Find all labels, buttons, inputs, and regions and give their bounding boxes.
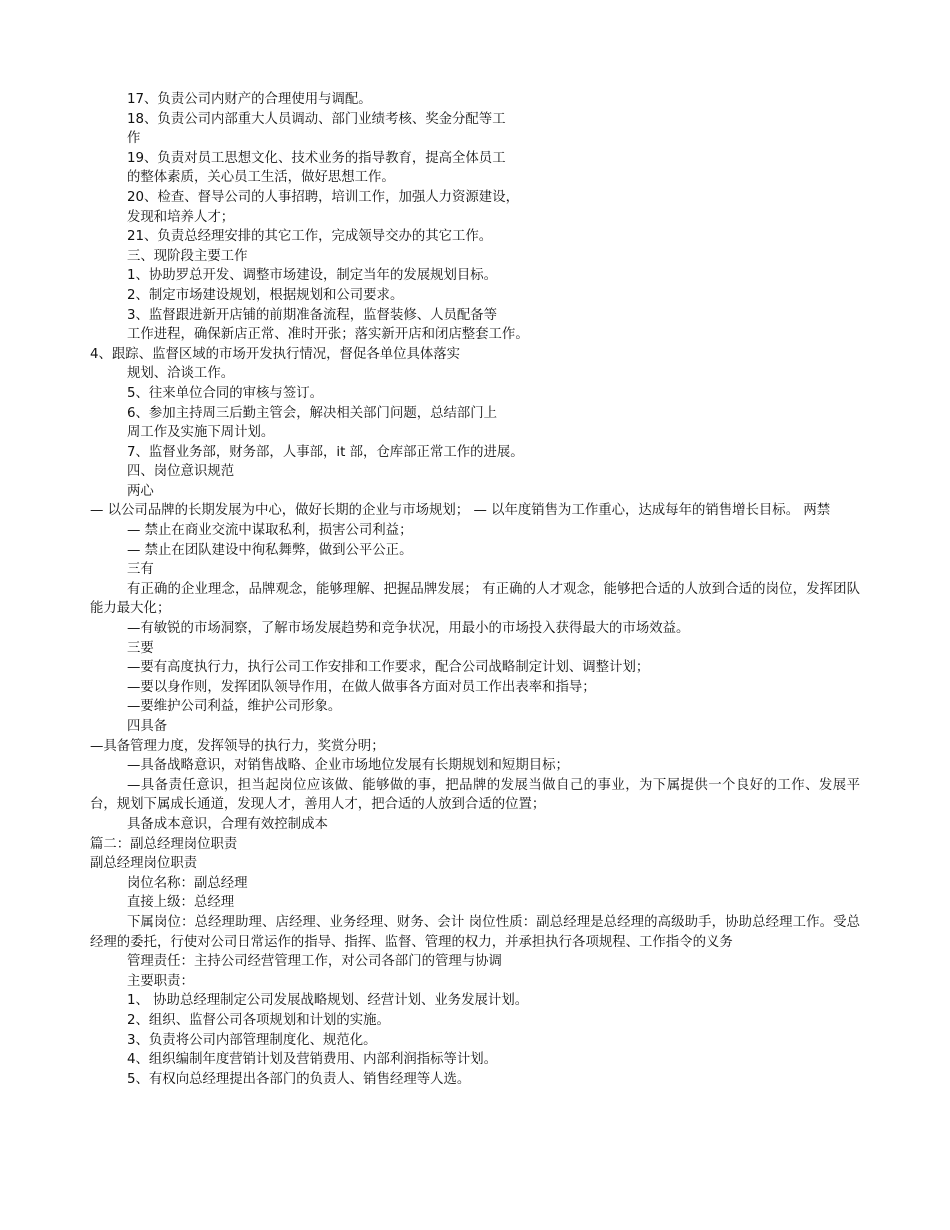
text-line: 21、负责总经理安排的其它工作，完成领导交办的其它工作。: [127, 229, 493, 245]
sub-heading: 主要职责：: [127, 973, 194, 989]
text-line: 4、跟踪、监督区域的市场开发执行情况，督促各单位具体落实: [90, 346, 461, 362]
paragraph: 下属岗位：总经理助理、店经理、业务经理、财务、会计 岗位性质：副总经理是总经理的高级助手，协助总经理工作。受总经理的委托，行使对公司日常运作的指导、指挥、监督、管理的权力，并承担执行各项规程、工作指令的义务: [90, 914, 860, 950]
text-line: — 禁止在商业交流中谋取私利，损害公司利益；: [127, 523, 413, 539]
document-body: [90, 90, 860, 1089]
paragraph: —具备责任意识，担当起岗位应该做、能够做的事，把品牌的发展当做自己的事业，为下属提供一个良好的工作、发展平台，规划下属成长通道，发现人才，善用人才，把合适的人放到合适的位置；: [90, 777, 860, 813]
text-line: 6、参加主持周三后勤主管会，解决相关部门问题，总结部门上: [127, 405, 498, 421]
section-heading: 三、现阶段主要工作: [127, 248, 248, 264]
text-line: 管理责任：主持公司经营管理工作，对公司各部门的管理与协调: [127, 954, 502, 970]
text-line: 1、 协助总经理制定公司发展战略规划、经营计划、业务发展计划。: [127, 993, 529, 1009]
text-line: 4、组织编制年度营销计划及营销费用、内部利润指标等计划。: [127, 1052, 498, 1068]
text-line: 具备成本意识，合理有效控制成本: [127, 816, 328, 832]
text-line: 3、监督跟进新开店铺的前期准备流程，监督装修、人员配备等: [127, 307, 498, 323]
text-line: 1、协助罗总开发、调整市场建设，制定当年的发展规划目标。: [127, 268, 498, 284]
text-line: —要有高度执行力，执行公司工作安排和工作要求，配合公司战略制定计划、调整计划；: [127, 660, 650, 676]
text-line: 周工作及实施下周计划。: [127, 425, 275, 441]
section-heading: 四、岗位意识规范: [127, 464, 235, 480]
text-line: 5、往来单位合同的审核与签订。: [127, 385, 323, 401]
text-line: 规划、洽谈工作。: [127, 366, 235, 382]
document-title: 副总经理岗位职责: [90, 856, 198, 872]
text-line: 发现和培养人才；: [127, 209, 235, 225]
text-line: 19、负责对员工思想文化、技术业务的指导教育，提高全体员工: [127, 150, 506, 166]
text-line: —具备战略意识，对销售战略、企业市场地位发展有长期规划和短期目标；: [127, 758, 569, 774]
sub-heading: 两心: [127, 483, 154, 499]
text-line: —要维护公司利益，维护公司形象。: [127, 699, 342, 715]
text-line: 工作进程，确保新店正常、准时开张；落实新开店和闭店整套工作。: [127, 327, 529, 343]
text-line: 5、有权向总经理提出各部门的负责人、销售经理等人选。: [127, 1071, 471, 1087]
text-line: 2、制定市场建设规划，根据规划和公司要求。: [127, 287, 404, 303]
sub-heading: 四具备: [127, 719, 168, 734]
text-line: 3、负责将公司内部管理制度化、规范化。: [127, 1032, 377, 1048]
paragraph: — 以公司品牌的长期发展为中心，做好长期的企业与市场规划； — 以年度销售为工作重心，达成每年的销售增长目标。 两禁: [90, 503, 831, 519]
text-line: 7、监督业务部，财务部，人事部，it 部，仓库部正常工作的进展。: [127, 444, 524, 460]
paragraph: 有正确的企业理念，品牌观念，能够理解、把握品牌发展； 有正确的人才观念，能够把合适的人放到合适的岗位，发挥团队能力最大化；: [90, 581, 860, 617]
text-line: 2、组织、监督公司各项规划和计划的实施。: [127, 1012, 390, 1028]
sub-heading: 三要: [127, 640, 154, 656]
text-line: 20、检查、督导公司的人事招聘，培训工作，加强人力资源建设，: [127, 189, 519, 205]
text-line: —要以身作则，发挥团队领导作用，在做人做事各方面对员工作出表率和指导；: [127, 679, 596, 695]
text-line: 17、负责公司内财产的合理使用与调配。: [127, 92, 372, 107]
text-line: 作: [127, 131, 141, 147]
text-line: 直接上级：总经理: [127, 895, 235, 911]
text-line: 岗位名称：副总经理: [127, 875, 248, 891]
text-line: 18、负责公司内部重大人员调动、部门业绩考核、奖金分配等工: [127, 111, 506, 127]
chapter-title: 篇二：副总经理岗位职责: [90, 836, 238, 852]
text-line: —具备管理力度，发挥领导的执行力，奖赏分明；: [90, 738, 385, 754]
sub-heading: 三有: [127, 562, 154, 578]
text-line: — 禁止在团队建设中徇私舞弊，做到公平公正。: [127, 542, 413, 558]
text-line: —有敏锐的市场洞察，了解市场发展趋势和竞争状况，用最小的市场投入获得最大的市场效益。: [127, 621, 690, 637]
text-line: 的整体素质，关心员工生活，做好思想工作。: [127, 170, 395, 186]
